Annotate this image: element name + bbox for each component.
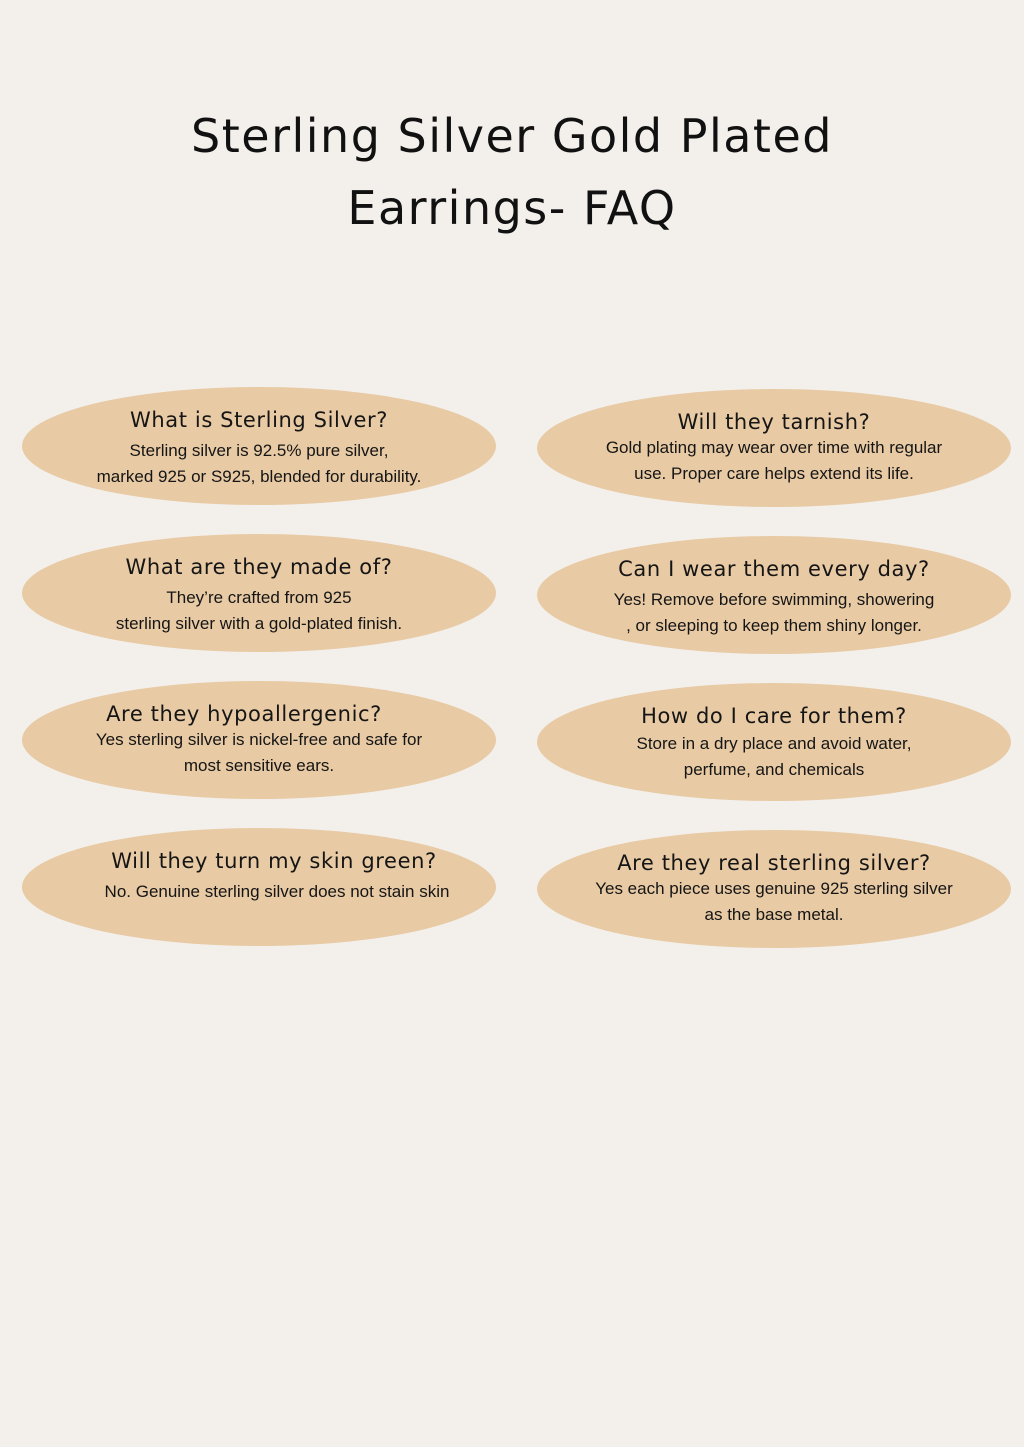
- page-title-line-1: Sterling Silver Gold Plated: [191, 109, 833, 163]
- faq-card-every-day: [537, 536, 1011, 654]
- faq-card-skin-green: [22, 828, 496, 946]
- faq-question: What is Sterling Silver?: [130, 408, 388, 432]
- faq-answer: No. Genuine sterling silver does not stain skin: [104, 882, 450, 901]
- faq-card-tarnish: [537, 389, 1011, 507]
- faq-question: What are they made of?: [125, 555, 393, 579]
- faq-answer: Yes sterling silver is nickel-free and safe for most sensitive ears.: [95, 730, 423, 775]
- faq-answer: They’re crafted from 925 sterling silver with a gold-plated finish.: [115, 588, 403, 633]
- faq-answer: Gold plating may wear over time with regular use. Proper care helps extend its life.: [605, 438, 943, 483]
- faq-question: Are they hypoallergenic?: [106, 702, 382, 726]
- faq-card-hypoallergenic: [22, 681, 496, 799]
- faq-answer: Sterling silver is 92.5% pure silver, marked 925 or S925, blended for durability.: [96, 441, 422, 486]
- faq-card-made-of: [22, 534, 496, 652]
- faq-answer: Yes! Remove before swimming, showering , or sleeping to keep them shiny longer.: [613, 590, 935, 635]
- faq-card-real-silver: [537, 830, 1011, 948]
- faq-card-sterling-silver: [22, 387, 496, 505]
- faq-answer: Yes each piece uses genuine 925 sterling silver as the base metal.: [595, 879, 953, 924]
- page-title: [0, 100, 1024, 244]
- faq-question: Are they real sterling silver?: [617, 851, 931, 875]
- faq-question: Can I wear them every day?: [618, 557, 930, 581]
- faq-question: Will they turn my skin green?: [111, 849, 437, 873]
- faq-question: Will they tarnish?: [677, 410, 871, 434]
- faq-question: How do I care for them?: [641, 704, 907, 728]
- faq-answer: Store in a dry place and avoid water, perfume, and chemicals: [636, 734, 912, 779]
- faq-card-care: [537, 683, 1011, 801]
- page-title-line-2: Earrings- FAQ: [347, 181, 677, 235]
